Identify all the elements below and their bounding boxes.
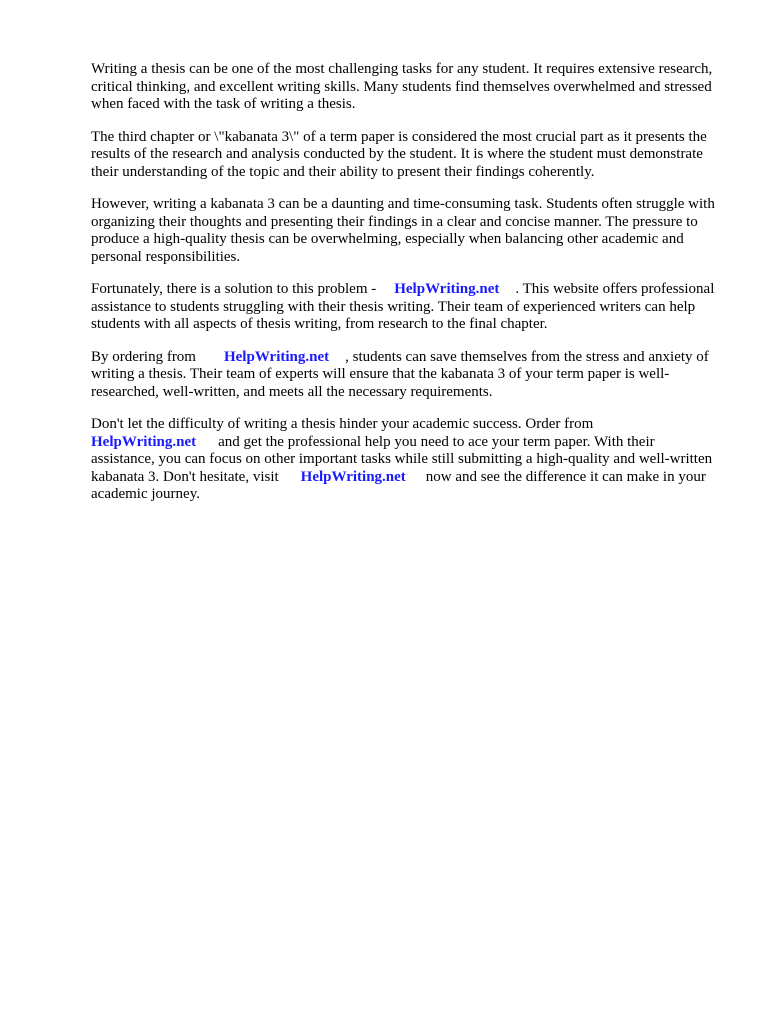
paragraph-text: now and see the difference it can make in your academic journey. [91, 468, 706, 502]
paragraph-text: and get the professional help you need to ace your term paper. With their assistance, you can focus on other important tasks while still submitting a high-quality and well-written kabanata 3. Don't hesitate, visit [91, 433, 713, 485]
document-body [91, 61, 721, 504]
helpwriting-link[interactable]: HelpWriting.net [394, 281, 500, 297]
paragraph-ordering [91, 349, 721, 402]
paragraph-text: Writing a thesis can be one of the most challenging tasks for any student. It requires extensive research, critical thinking, and excellent writing skills. Many students find themselves overwhelmed and stressed when faced with the task of writing a thesis. [91, 61, 713, 112]
paragraph-solution [91, 281, 721, 334]
helpwriting-link[interactable]: HelpWriting.net [300, 468, 406, 485]
paragraph-text: By ordering from [91, 348, 196, 365]
paragraph-text: However, writing a kabanata 3 can be a daunting and time-consuming task. Students often struggle with organizing their thoughts and presenting their findings in a clear and concise manner. The pressure to produce a high-quality thesis can be overwhelming, especially when balancing other academic and personal responsibilities. [91, 196, 715, 265]
paragraph-text: , students can save themselves from the stress and anxiety of writing a thesis. Their team of experts will ensure that the kabanata 3 of your term paper is well-researched, well-written, and meets all the necessary requirements. [91, 348, 709, 400]
paragraph-text: Fortunately, there is a solution to this problem - [91, 281, 377, 297]
helpwriting-link[interactable]: HelpWriting.net [223, 348, 330, 365]
paragraph-text: The third chapter or \"kabanata 3\" of a term paper is considered the most crucial part as it presents the results of the research and analysis conducted by the student. It is where the student must demonstrate their understanding of the topic and their ability to present their findings coherently. [91, 128, 707, 180]
paragraph-intro [91, 61, 721, 114]
paragraph-closing [91, 416, 721, 504]
paragraph-text: Don't let the difficulty of writing a thesis hinder your academic success. Order from [91, 416, 594, 432]
paragraph-third-chapter [91, 129, 721, 182]
paragraph-challenges [91, 196, 721, 266]
helpwriting-link[interactable]: HelpWriting.net [91, 433, 197, 450]
paragraph-text: . This website offers professional assistance to students struggling with their thesis writing. Their team of experienced writers can help students with all aspects of thesis writing, from research to the final chapter. [91, 281, 715, 332]
